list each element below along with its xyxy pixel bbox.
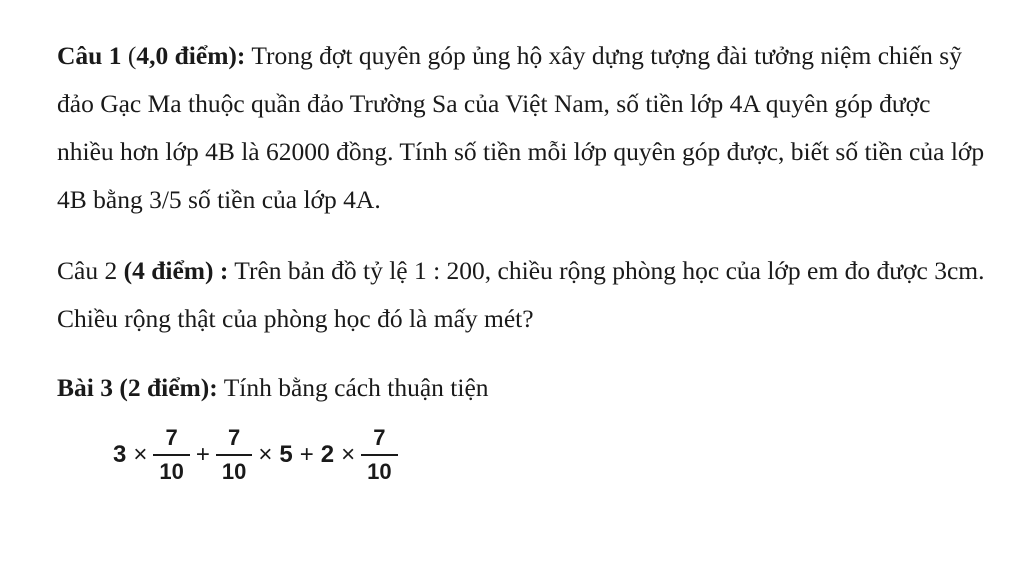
fraction-bar bbox=[361, 454, 397, 456]
fraction-numerator: 7 bbox=[227, 425, 241, 450]
question-1 bbox=[57, 32, 992, 224]
fraction-numerator: 7 bbox=[165, 425, 178, 450]
plus-operator: + bbox=[299, 441, 314, 468]
fraction-bar bbox=[216, 454, 252, 456]
question-3-text: Tính bằng cách thuận tiện bbox=[217, 373, 489, 402]
math-expression bbox=[113, 420, 397, 490]
term-2: 2 bbox=[320, 441, 335, 468]
fraction-denominator: 10 bbox=[159, 459, 184, 484]
term-5: 5 bbox=[279, 441, 293, 468]
question-2-text: Trên bản đồ tỷ lệ 1 : 200, chiều rộng phòng học của lớp em đo được 3cm. Chiều rộng thật của phòng học đó là mấy mét? bbox=[57, 256, 985, 333]
question-2-label: Câu 2 bbox=[57, 256, 124, 285]
question-2-points: (4 điểm) : bbox=[123, 256, 229, 285]
term-3: 3 bbox=[113, 441, 127, 468]
fraction-numerator: 7 bbox=[373, 425, 386, 450]
question-3-label: Bài 3 (2 điểm): bbox=[57, 373, 218, 402]
fraction bbox=[364, 424, 394, 486]
fraction-denominator: 10 bbox=[221, 459, 247, 484]
plus-operator: + bbox=[195, 441, 210, 468]
times-operator: × bbox=[258, 441, 273, 468]
question-1-label: Câu 1 bbox=[57, 41, 122, 70]
fraction-bar bbox=[153, 454, 189, 456]
question-1-label-paren: ( bbox=[121, 41, 137, 70]
fraction-denominator: 10 bbox=[367, 459, 392, 484]
question-2 bbox=[57, 247, 992, 343]
times-operator: × bbox=[133, 441, 148, 468]
question-3 bbox=[57, 364, 992, 412]
fraction bbox=[219, 424, 249, 486]
question-1-points: 4,0 điểm): bbox=[136, 41, 246, 70]
times-operator: × bbox=[341, 441, 356, 468]
fraction bbox=[156, 424, 186, 486]
question-1-text: Trong đợt quyên góp ủng hộ xây dựng tượng đài tưởng niệm chiến sỹ đảo Gạc Ma thuộc quần đảo Trường Sa của Việt Nam, số tiền lớp 4A quyên góp được nhiều hơn lớp 4B là 62000 đồng. Tính số tiền mỗi lớp quyên góp được, biết số tiền của lớp 4B bằng 3/5 số tiền của lớp 4A. bbox=[57, 41, 985, 214]
